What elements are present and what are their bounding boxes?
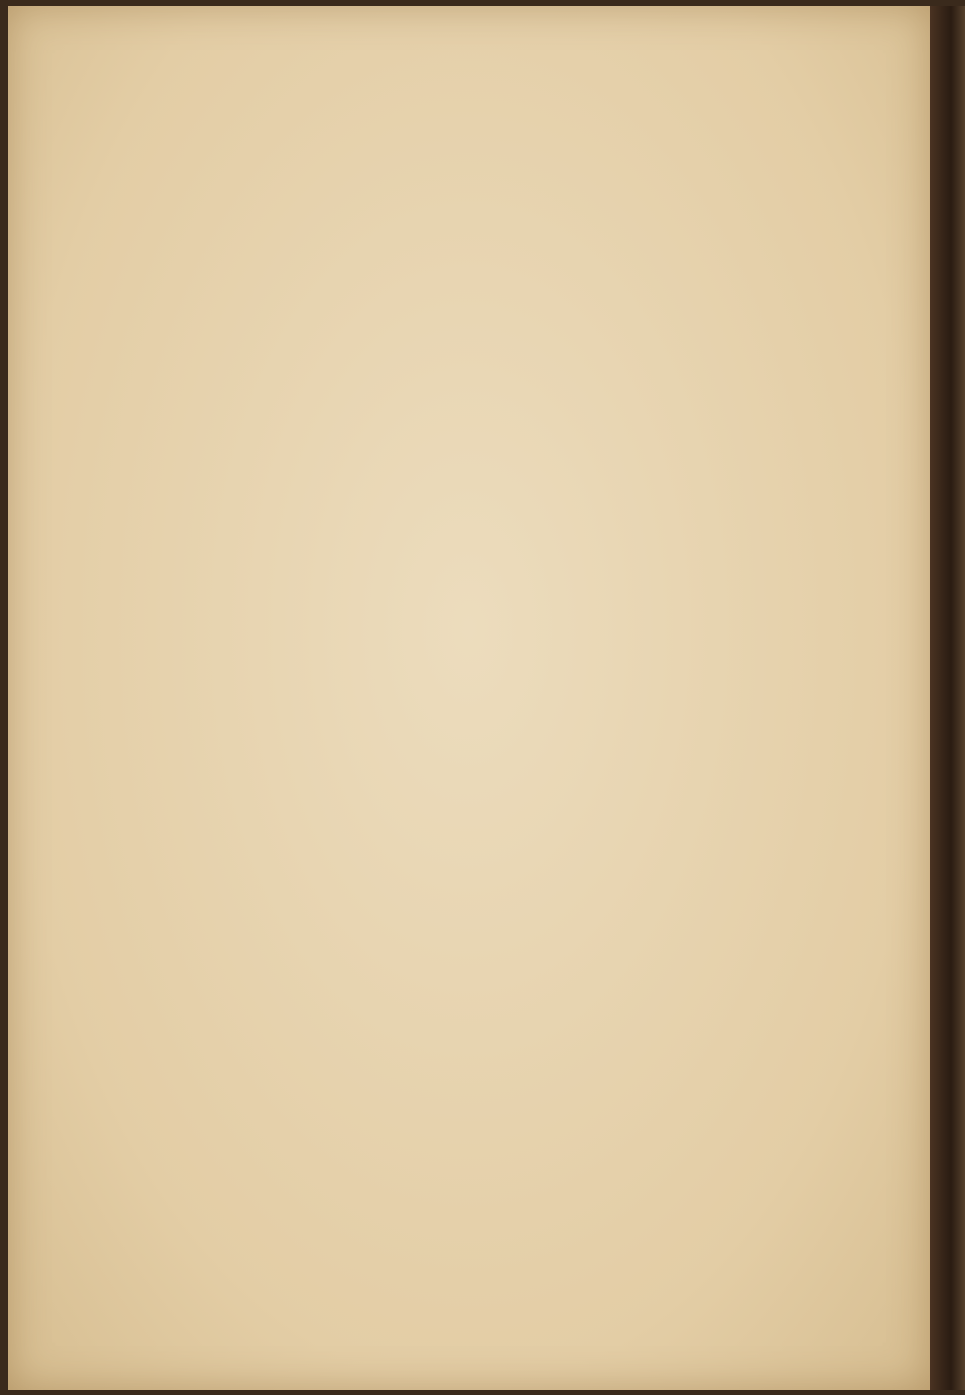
book-page	[8, 6, 930, 1390]
page-header	[158, 118, 858, 154]
book-spine	[930, 6, 965, 1390]
